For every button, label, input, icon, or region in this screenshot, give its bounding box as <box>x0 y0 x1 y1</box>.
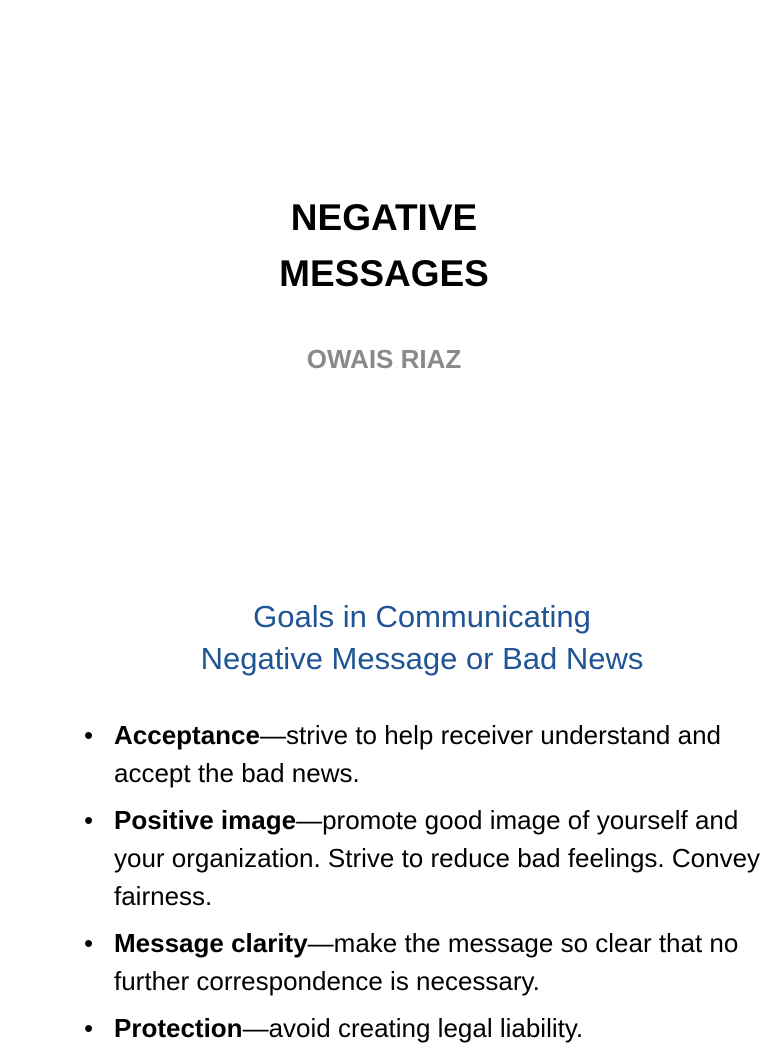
slide-heading-line-2: Negative Message or Bad News <box>200 641 644 676</box>
bullet-term: Protection <box>114 1013 243 1043</box>
bullet-term: Positive image <box>114 805 297 835</box>
bullet-icon: • <box>84 805 94 835</box>
bullet-icon: • <box>84 1013 94 1043</box>
slide-title <box>0 190 768 302</box>
bullet-item <box>82 716 762 792</box>
bullet-text: —avoid creating legal liability. <box>242 1013 584 1043</box>
bullet-term: Message clarity <box>114 928 308 958</box>
slide-heading <box>140 596 704 680</box>
bullet-text: —strive to help receiver understand and accept the bad news. <box>114 720 721 788</box>
bullet-term: Acceptance <box>114 720 260 750</box>
bullet-icon: • <box>84 928 94 958</box>
bullet-text: —make the message so clear that no further correspondence is necessary. <box>114 928 739 996</box>
slide-title-line-2: MESSAGES <box>279 253 489 294</box>
bullet-item <box>82 801 762 915</box>
bullet-item <box>82 924 762 1000</box>
bullet-list <box>82 716 762 1056</box>
slide-heading-line-1: Goals in Communicating <box>253 599 591 634</box>
bullet-icon: • <box>84 720 94 750</box>
bullet-text: —promote good image of yourself and your organization. Strive to reduce bad feelings. Convey fairness. <box>114 805 761 911</box>
bullet-item <box>82 1009 762 1047</box>
slide-title-line-1: NEGATIVE <box>290 197 478 238</box>
slide-author: OWAIS RIAZ <box>306 344 462 374</box>
